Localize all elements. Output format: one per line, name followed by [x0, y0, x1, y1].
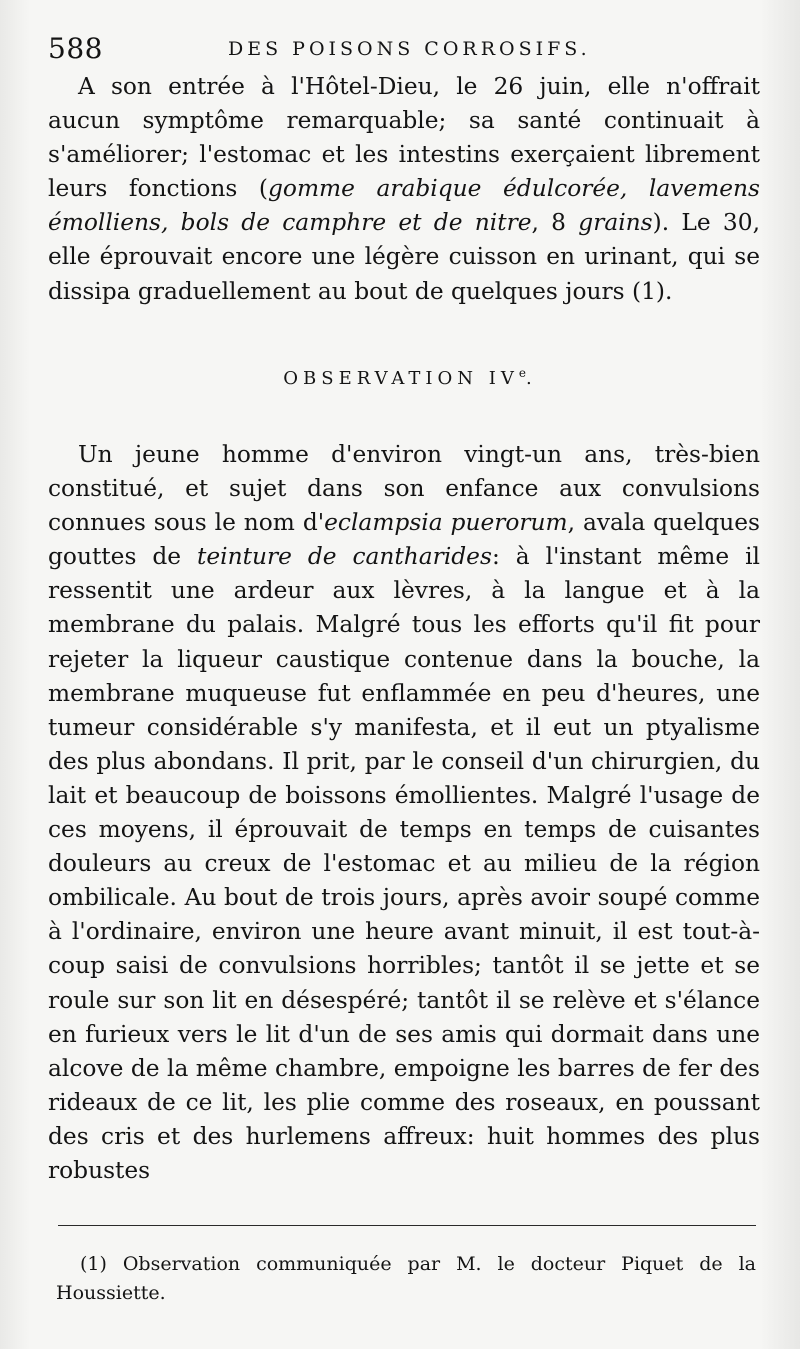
paragraph-2-italic-b: teinture de cantharides: [197, 543, 492, 571]
paragraph-1-text-b: , 8: [531, 209, 579, 237]
paragraph-2-italic-a: eclampsia puerorum: [324, 509, 568, 537]
paragraph-1-italic-b: grains: [578, 209, 653, 237]
observation-label: OBSERVATION IV: [283, 368, 519, 389]
paragraph-2-text-b: , avala quelques gouttes de: [48, 509, 760, 571]
paragraph-2-text-a: Un jeune homme d'environ vingt-un ans, très-bien constitué, et sujet dans son enfance aux convulsions connues sous le nom d': [48, 441, 760, 537]
footnote-divider: [58, 1225, 756, 1226]
observation-superscript: e: [518, 366, 526, 380]
paragraph-1-italic-a: gomme arabique édulcorée, lavemens émolliens, bols de camphre et de nitre: [48, 175, 760, 237]
observation-heading: [0, 366, 800, 389]
running-head: [48, 32, 758, 66]
footnote: (1) Observation communiquée par M. le docteur Piquet de la Houssiette.: [56, 1253, 756, 1304]
running-title: DES POISONS CORROSIFS.: [228, 38, 591, 60]
paragraph-2: [48, 438, 760, 1188]
page-number: 588: [48, 32, 103, 65]
paragraph-1-text-c: ). Le 30, elle éprouvait encore une légère cuisson en urinant, qui se dissipa graduellement au bout de quelques jours (1).: [48, 209, 760, 305]
paragraph-1-text-a: A son entrée à l'Hôtel-Dieu, le 26 juin, elle n'offrait aucun symptôme remarquable; sa santé continuait à s'améliorer; l'estomac et les intestins exerçaient librement leurs fonctions (: [48, 73, 760, 203]
observation-period: .: [526, 368, 537, 389]
paragraph-1: [48, 70, 760, 309]
paragraph-2-text-c: : à l'instant même il ressentit une ardeur aux lèvres, à la langue et à la membrane du palais. Malgré tous les efforts qu'il fit pour rejeter la liqueur caustique contenue dans la bouche, la membrane muqueuse fut enflammée en peu d'heures, une tumeur considérable s'y manifesta, et il eut un ptyalisme des plus abondans. Il prit, par le conseil d'un chirurgien, du lait et beaucoup de boissons émollientes. Malgré l'usage de ces moyens, il éprouvait de temps en temps de cuisantes douleurs au creux de l'estomac et au milieu de la région ombilicale. Au bout de trois jours, après avoir soupé comme à l'ordinaire, environ une heure avant minuit, il est tout-à-coup saisi de convulsions horribles; tantôt il se jette et se roule sur son lit en désespéré; tantôt il se relève et s'élance en furieux vers le lit d'un de ses amis qui dormait dans une alcove de la même chambre, empoigne les barres de fer des rideaux de ce lit, les plie comme des roseaux, en poussant des cris et des hurlemens affreux: huit hommes des plus robustes: [48, 543, 760, 1184]
